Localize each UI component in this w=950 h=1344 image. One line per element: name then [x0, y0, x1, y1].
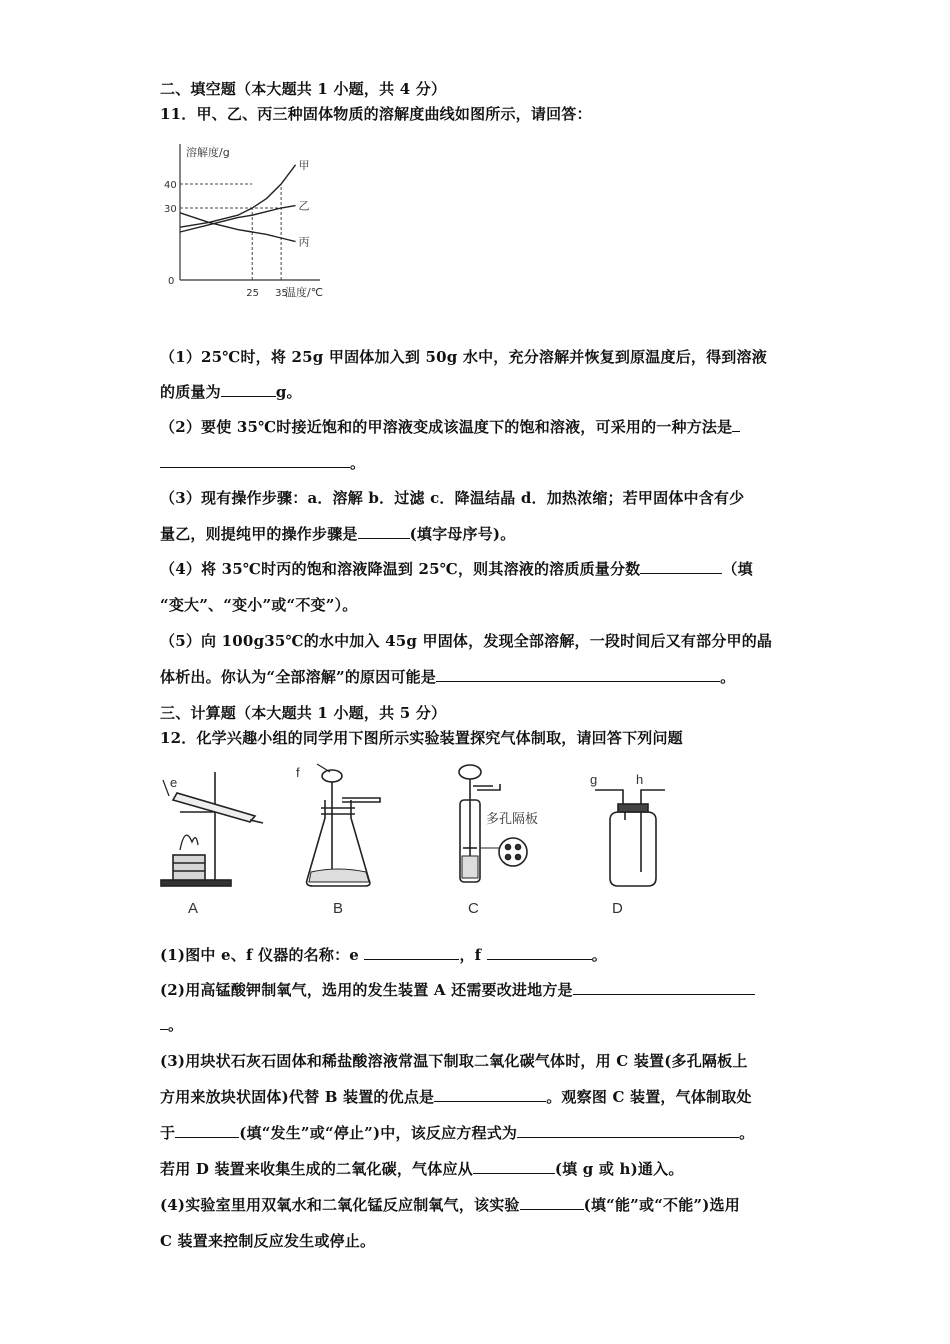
- answer-blank[interactable]: [473, 1159, 555, 1174]
- answer-blank[interactable]: [436, 667, 720, 682]
- answer-blank[interactable]: [520, 1195, 584, 1210]
- answer-blank[interactable]: [732, 417, 740, 432]
- y-tick-label: 40: [164, 180, 177, 191]
- answer-blank[interactable]: [221, 382, 276, 397]
- label-e: e: [170, 775, 178, 790]
- label-apparatus-a: A: [188, 900, 199, 917]
- q12-part3-end: 。: [739, 1124, 755, 1142]
- q11-part3-end: (填字母序号)。: [409, 525, 516, 543]
- label-h: h: [636, 772, 644, 787]
- label-apparatus-b: B: [333, 900, 344, 917]
- answer-blank[interactable]: [573, 980, 755, 995]
- section-2-heading: 二、填空题（本大题共 1 小题，共 4 分）: [160, 80, 447, 98]
- q12-part1-end: 。: [591, 946, 607, 964]
- x-tick-label: 35: [275, 288, 288, 298]
- q11-part2-line2: [160, 452, 365, 473]
- q11-part1-line2: [160, 381, 302, 402]
- q11-part2-text: （2）要使 35℃时接近饱和的甲溶液变成该温度下的饱和溶液，可采用的一种方法是: [160, 418, 733, 436]
- label-apparatus-c: C: [468, 900, 479, 917]
- q12-part3-text3: 若用 D 装置来收集生成的二氧化碳，气体应从: [160, 1160, 473, 1178]
- q12-part3-end2: (填 g 或 h)通入。: [554, 1160, 684, 1178]
- answer-blank[interactable]: [434, 1087, 546, 1102]
- porous-plate-label: 多孔隔板: [486, 811, 539, 826]
- section-3-heading: 三、计算题（本大题共 1 小题，共 5 分）: [160, 704, 447, 722]
- q11-part3-line1: （3）现有操作步骤：a．溶解 b．过滤 c．降温结晶 d．加热浓缩；若甲固体中含有少: [160, 489, 745, 507]
- q12-part2-line2: [160, 1014, 183, 1035]
- q11-part2-line1: [160, 416, 740, 437]
- answer-blank[interactable]: [358, 524, 410, 539]
- q12-part4-text: (4)实验室里用双氧水和二氧化锰反应制氧气，该实验: [160, 1196, 520, 1214]
- q11-part4-line2: “变大”、“变小”或“不变”）。: [160, 596, 358, 614]
- q12-part4-line2: C 装置来控制反应发生或停止。: [160, 1232, 376, 1250]
- y-axis-label: 溶解度/g: [186, 146, 230, 159]
- q11-part5-text: 体析出。你认为“全部溶解”的原因可能是: [160, 668, 437, 686]
- series-label: 丙: [298, 235, 310, 249]
- q11-part5-line2: [160, 666, 735, 687]
- q12-part3-line3: [160, 1122, 754, 1143]
- q11-part1-unit: g。: [275, 383, 302, 401]
- q12-part3-line1: (3)用块状石灰石固体和稀盐酸溶液常温下制取二氧化碳气体时，用 C 装置(多孔隔板上: [160, 1052, 748, 1070]
- answer-blank[interactable]: [160, 1015, 168, 1030]
- q11-part2-end: 。: [350, 454, 366, 472]
- q12-part1: [160, 944, 607, 965]
- q11-part3-text: 量乙，则提纯甲的操作步骤是: [160, 525, 358, 543]
- q11-part5-line1: （5）向 100g35℃的水中加入 45g 甲固体，发现全部溶解，一段时间后又有部分甲的晶: [160, 632, 773, 650]
- x-tick-label: 25: [246, 288, 259, 298]
- answer-blank[interactable]: [160, 453, 350, 468]
- q12-part3-mid: 。观察图 C 装置，气体制取处: [546, 1088, 752, 1106]
- q12-part2-line1: [160, 979, 755, 1000]
- q12-part4-hint: (填“能”或“不能”)选用: [583, 1196, 740, 1214]
- label-f: f: [296, 765, 300, 780]
- q12-part1-text: (1)图中 e、f 仪器的名称：e: [160, 946, 360, 964]
- x-axis-label: 温度/℃: [285, 286, 324, 298]
- q12-part3-mid2: (填“发生”或“停止”)中，该反应方程式为: [239, 1124, 518, 1142]
- answer-blank-e[interactable]: [364, 945, 459, 960]
- origin-label: 0: [168, 276, 175, 287]
- series-label: 乙: [298, 199, 310, 213]
- answer-blank[interactable]: [517, 1123, 739, 1138]
- label-apparatus-d: D: [612, 900, 623, 917]
- q11-part1-line1: （1）25℃时，将 25g 甲固体加入到 50g 水中，充分溶解并恢复到原温度后，得到溶液: [160, 348, 767, 366]
- q11-part4-text: （4）将 35℃时丙的饱和溶液降温到 25℃，则其溶液的溶质质量分数: [160, 560, 641, 578]
- question-11-stem: 11．甲、乙、丙三种固体物质的溶解度曲线如图所示，请回答：: [160, 105, 592, 123]
- answer-blank-f[interactable]: [487, 945, 592, 960]
- q11-part4-line1: [160, 558, 753, 579]
- question-12-stem: 12．化学兴趣小组的同学用下图所示实验装置探究气体制取，请回答下列问题: [160, 729, 683, 747]
- q12-part1-mid: ，f: [459, 946, 482, 964]
- q11-part4-fill-hint: （填: [722, 560, 753, 578]
- q12-part3-line2: [160, 1086, 752, 1107]
- q12-part4-line1: [160, 1194, 740, 1215]
- series-label: 甲: [298, 158, 310, 172]
- apparatus-b-drawing: [307, 764, 380, 886]
- q11-part3-line2: [160, 523, 515, 544]
- solubility-chart: [160, 138, 335, 298]
- label-g: g: [590, 772, 598, 787]
- apparatus-d-drawing: [595, 790, 665, 886]
- y-tick-label: 30: [164, 204, 177, 215]
- q11-part1-text: 的质量为: [160, 383, 221, 401]
- q11-part5-end: 。: [720, 668, 736, 686]
- answer-blank[interactable]: [640, 559, 722, 574]
- q12-part2-end: 。: [168, 1016, 184, 1034]
- answer-blank[interactable]: [175, 1123, 239, 1138]
- q12-part3-line4: [160, 1158, 684, 1179]
- q12-part3-text2: 于: [160, 1124, 176, 1142]
- q12-part3-text: 方用来放块状固体)代替 B 装置的优点是: [160, 1088, 435, 1106]
- q12-part2-text: (2)用高锰酸钾制氧气，选用的发生装置 A 还需要改进地方是: [160, 981, 573, 999]
